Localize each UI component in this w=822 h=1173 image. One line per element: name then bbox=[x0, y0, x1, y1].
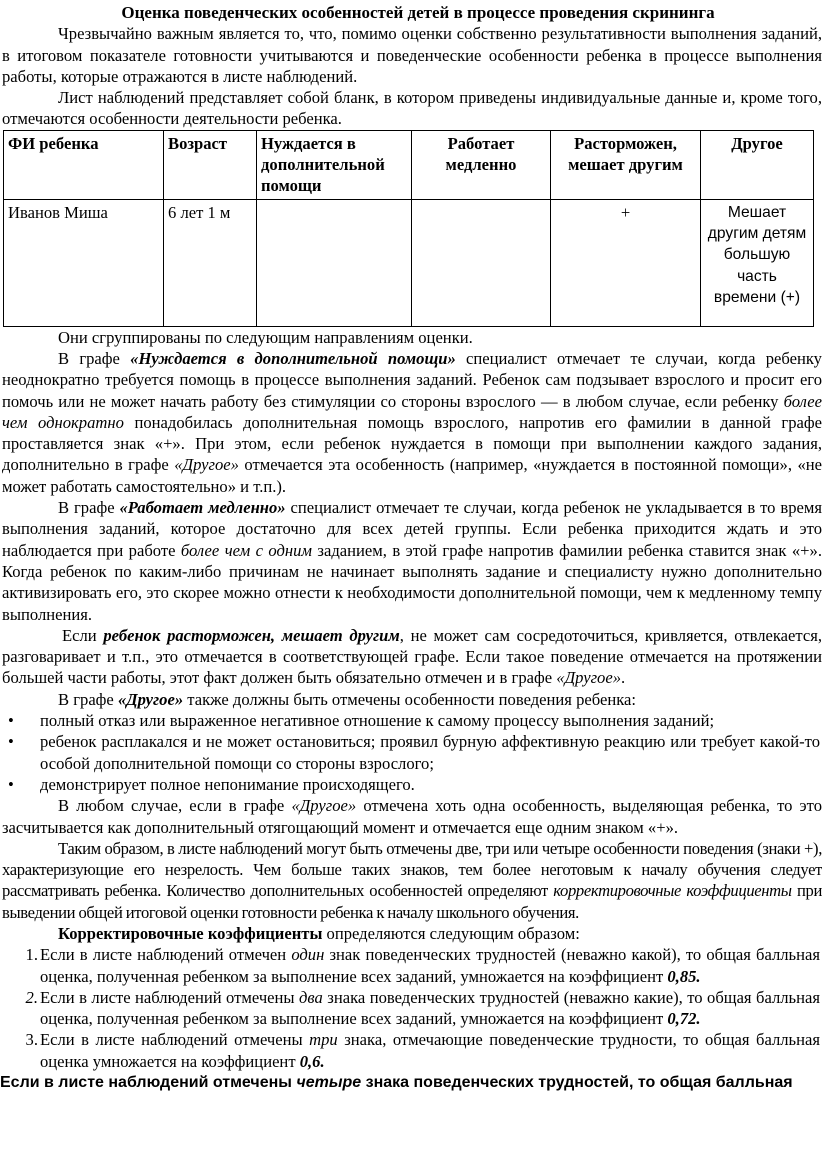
summary-paragraph: Таким образом, в листе наблюдений могут быть отмечены две, три или четыре особенности поведения (знаки +), характеризующие его незрелость. Чем больше таких знаков, тем более неготовым к началу обучения следует рассматривать ребенка. Количество дополнительных особенностей определяют корректировочные коэффициенты при выведении общей итоговой оценки готовности ребенка к началу школьного обучения. bbox=[2, 838, 822, 922]
intro-paragraph-1: Чрезвычайно важным является то, что, помимо оценки собственно результативности выполнения заданий, в итоговом показателе готовности учитываются и поведенческие особенности ребенка в процессе выполнения работы, которые отражаются в листе наблюдений. bbox=[2, 24, 822, 86]
bullet-icon: • bbox=[8, 774, 14, 794]
any-case-paragraph: В любом случае, если в графе «Другое» отмечена хоть одна особенность, выделяющая ребенка, то это засчитывается как дополнительный отягощающий момент и отмечается еще одним знаком «+». bbox=[2, 796, 822, 837]
coefficient-item-1: 1. Если в листе наблюдений отмечен один знак поведенческих трудностей (неважно какой), то общая балльная оценка, полученная ребенком за выполнение всех заданий, умножается на коэффициент 0,85. bbox=[25, 945, 820, 986]
header-other: Другое bbox=[701, 130, 814, 199]
needs-help-paragraph: В графе «Нуждается в дополнительной помощи» специалист отмечает те случаи, когда ребенку неоднократно требуется помощь в процессе выполнения заданий. Ребенок сам подзывает взрослого и просит его помочь или не может начать работу без стимуляции со стороны взрослого — в любом случае, если ребенку более чем однократно понадобилась дополнительная помощь взрослого, напротив его фамилии в данной графе проставляется знак «+». При этом, если ребенок нуждается в помощи при выполнении каждого задания, дополнительно в графе «Другое» отмечается эта особенность (например, «нуждается в постоянной помощи», «не может работать самостоятельно» и т.п.). bbox=[2, 348, 822, 496]
page-title: Оценка поведенческих особенностей детей в процессе проведения скрининга bbox=[121, 3, 715, 22]
table-header-row bbox=[4, 130, 814, 199]
cell-other: Мешает другим детям большую часть времени (+) bbox=[701, 199, 814, 326]
coefficient-item-2: 2. Если в листе наблюдений отмечены два знака поведенческих трудностей (неважно какие), то общая балльная оценка, полученная ребенком за выполнение всех заданий, умножается на коэффициент 0,72. bbox=[25, 987, 820, 1029]
header-needs-help: Нуждается в дополнительной помощи bbox=[257, 130, 412, 199]
other-paragraph: В графе «Другое» также должны быть отмечены особенности поведения ребенка: bbox=[58, 689, 636, 709]
last-paragraph: Если в листе наблюдений отмечены четыре знака поведенческих трудностей, то общая балльная bbox=[0, 1074, 793, 1092]
behavior-list bbox=[0, 710, 820, 795]
header-child-name: ФИ ребенка bbox=[4, 130, 164, 199]
list-item: • демонстрирует полное непонимание происходящего. bbox=[8, 774, 415, 794]
observation-table bbox=[3, 130, 814, 327]
cell-age: 6 лет 1 м bbox=[164, 199, 257, 326]
disinhibited-paragraph: Если ребенок расторможен, мешает другим, не может сам сосредоточиться, кривляется, отвлекается, разговаривает и т.п., это отмечается в соответствующей графе. Если такое поведение отмечается на протяжении большей части работы, этот факт должен быть обязательно отмечен и в графе «Другое». bbox=[2, 625, 822, 688]
bullet-icon: • bbox=[8, 732, 14, 752]
cell-needs-help bbox=[257, 199, 412, 326]
list-item: • полный отказ или выраженное негативное отношение к самому процессу выполнения заданий; bbox=[8, 711, 715, 731]
header-works-slowly: Работает медленно bbox=[412, 130, 551, 199]
cell-works-slowly bbox=[412, 199, 551, 326]
bullet-icon: • bbox=[8, 711, 14, 731]
cell-disinhibited: + bbox=[551, 199, 701, 326]
works-slowly-paragraph: В графе «Работает медленно» специалист отмечает те случаи, когда ребенок не укладывается в то время выполнения заданий, которое достаточно для всех детей группы. Если ребенка приходится ждать и это наблюдается при работе более чем с одним заданием, в этой графе напротив фамилии ребенка ставится знак «+». Когда ребенок по каким-либо причинам не начинает выполнять задание и специалисту нужно дополнительно активизировать его, это скорее можно отнести к необходимости дополнительной помощи, чем к медленному темпу выполнения. bbox=[2, 498, 822, 624]
groups-paragraph: Они сгруппированы по следующим направлениям оценки. bbox=[58, 327, 473, 347]
header-age: Возраст bbox=[164, 130, 257, 199]
cell-name: Иванов Миша bbox=[4, 199, 164, 326]
coefficient-item-3: 3. Если в листе наблюдений отмечены три знака, отмечающие поведенческие трудности, то общая балльная оценка умножается на коэффициент 0,6. bbox=[25, 1030, 820, 1071]
table-row bbox=[4, 199, 814, 326]
list-item: • ребенок расплакался и не может остановиться; проявил бурную аффективную реакцию или требует какой-то особой дополнительной помощи со стороны взрослого; bbox=[8, 732, 820, 773]
intro-paragraph-2: Лист наблюдений представляет собой бланк, в котором приведены индивидуальные данные и, кроме того, отмечаются особенности деятельности ребенка. bbox=[2, 88, 822, 129]
header-disinhibited: Расторможен, мешает другим bbox=[551, 130, 701, 199]
coefficients-heading: Корректировочные коэффициенты определяются следующим образом: bbox=[58, 923, 580, 943]
